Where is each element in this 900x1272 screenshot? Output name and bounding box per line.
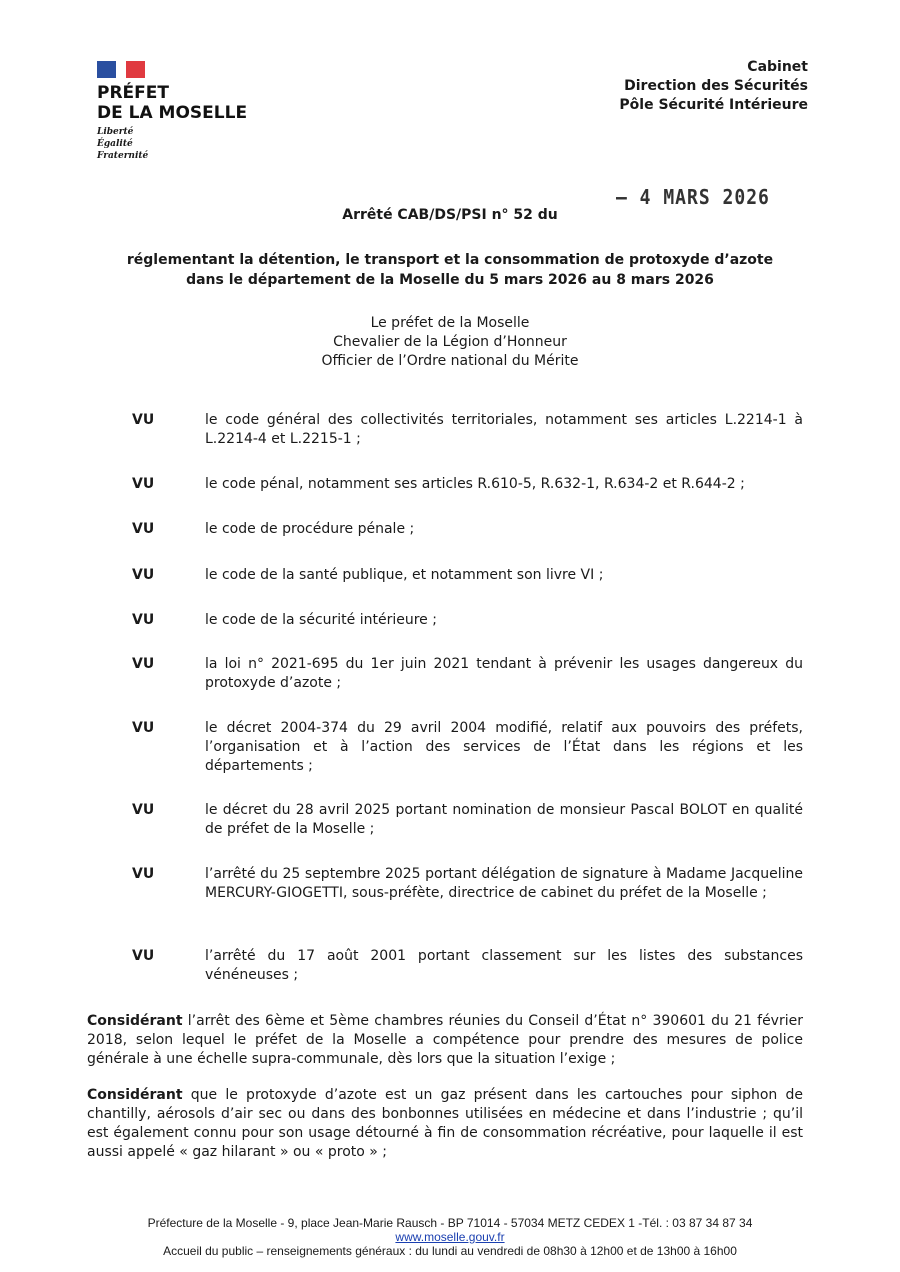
- visa-label: VU: [132, 521, 155, 537]
- visa-text: le code de procédure pénale ;: [205, 521, 415, 537]
- considerant-label: Considérant: [87, 1013, 183, 1029]
- footer-website-link[interactable]: www.moselle.gouv.fr: [395, 1230, 505, 1244]
- service-line: Direction des Sécurités: [624, 78, 808, 94]
- visa-label: VU: [132, 720, 155, 736]
- visa-label: VU: [132, 567, 155, 583]
- motto-egalite: Égalité: [97, 139, 133, 149]
- logo-line-2: DE LA MOSELLE: [97, 103, 248, 123]
- motto-liberte: Liberté: [97, 127, 134, 137]
- considerant-paragraph: [87, 1086, 803, 1162]
- visa-label: VU: [132, 866, 155, 882]
- visa-label: VU: [132, 412, 155, 428]
- decree-subject-line-1: réglementant la détention, le transport et la consommation de protoxyde d’azote: [126, 252, 774, 268]
- footer: [0, 1216, 900, 1258]
- visa-text: le code de la santé publique, et notamment son livre VI ;: [205, 567, 604, 583]
- prefecture-logo-text: [97, 83, 247, 123]
- signatory-line: Chevalier de la Légion d’Honneur: [333, 334, 567, 350]
- decree-subject-line-2: dans le département de la Moselle du 5 mars 2026 au 8 mars 2026: [186, 272, 714, 288]
- service-line: Cabinet: [747, 59, 808, 75]
- decree-number: Arrêté CAB/DS/PSI n° 52 du: [342, 207, 558, 223]
- visa-label: VU: [132, 612, 155, 628]
- signatory-line: Officier de l’Ordre national du Mérite: [321, 353, 579, 369]
- visa-text: le décret 2004-374 du 29 avril 2004 modifié, relatif aux pouvoirs des préfets, l’organisation et à l’action des services de l’État dans les régions et les départements ;: [205, 720, 803, 774]
- considerant-text: que le protoxyde d’azote est un gaz présent dans les cartouches pour siphon de chantilly, aérosols d’air sec ou dans des bonbonnes utilisées en médecine et dans l’industrie ; qu’il est également connu pour son usage détourné à fin de consommation récréative, pour laquelle il est aussi appelé « gaz hilarant » ou « proto » ;: [87, 1087, 803, 1160]
- visa-text: le code général des collectivités territoriales, notamment ses articles L.2214-1 à L.2214-4 et L.2215-1 ;: [205, 412, 803, 447]
- considerant-text: l’arrêt des 6ème et 5ème chambres réunies du Conseil d’État n° 390601 du 21 février 2018, selon lequel le préfet de la Moselle a compétence pour prendre des mesures de police générale à une échelle supra-communale, dès lors que la situation l’exige ;: [87, 1013, 803, 1067]
- visa-text: l’arrêté du 25 septembre 2025 portant délégation de signature à Madame Jacqueline MERCURY-GIOGETTI, sous-préfète, directrice de cabinet du préfet de la Moselle ;: [205, 866, 803, 901]
- footer-hours: Accueil du public – renseignements généraux : du lundi au vendredi de 08h30 à 12h00 et de 13h00 à 16h00: [163, 1244, 737, 1258]
- considerant-label: Considérant: [87, 1087, 183, 1103]
- visa-text: la loi n° 2021-695 du 1er juin 2021 tendant à prévenir les usages dangereux du protoxyde d’azote ;: [205, 656, 803, 691]
- visa-text: l’arrêté du 17 août 2001 portant classement sur les listes des substances vénéneuses ;: [205, 948, 803, 983]
- footer-address: Préfecture de la Moselle - 9, place Jean-Marie Rausch - BP 71014 - 57034 METZ CEDEX 1 -Tél. : 03 87 34 87 34: [147, 1216, 753, 1230]
- motto-fraternite: Fraternité: [97, 151, 149, 161]
- visa-label: VU: [132, 476, 155, 492]
- visa-text: le code de la sécurité intérieure ;: [205, 612, 437, 628]
- marianne-flag-logo: [97, 61, 145, 78]
- service-header: [619, 58, 808, 115]
- signatory: [0, 314, 900, 371]
- date-stamp: – 4 MARS 2026: [616, 185, 770, 210]
- logo-line-1: PRÉFET: [97, 83, 169, 103]
- visa-label: VU: [132, 802, 155, 818]
- signatory-line: Le préfet de la Moselle: [370, 315, 530, 331]
- republic-motto: [97, 126, 148, 162]
- considerant-paragraph: [87, 1012, 803, 1069]
- visa-label: VU: [132, 948, 155, 964]
- visa-text: le décret du 28 avril 2025 portant nomination de monsieur Pascal BOLOT en qualité de préfet de la Moselle ;: [205, 802, 803, 837]
- visa-text: le code pénal, notamment ses articles R.610-5, R.632-1, R.634-2 et R.644-2 ;: [205, 476, 745, 492]
- service-line: Pôle Sécurité Intérieure: [619, 97, 808, 113]
- visa-label: VU: [132, 656, 155, 672]
